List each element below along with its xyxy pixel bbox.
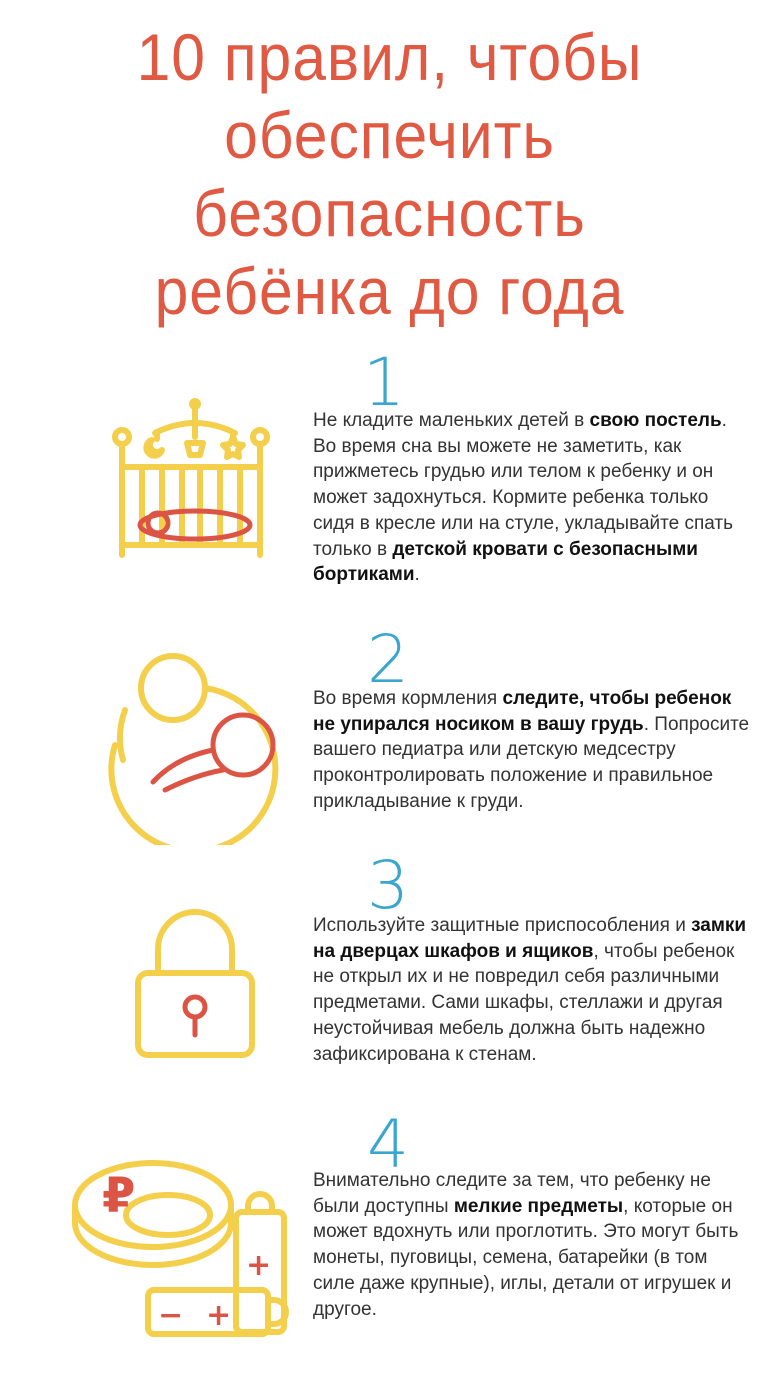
rule-text-bold: мелкие предметы (453, 1195, 624, 1217)
title-line: безопасность (193, 176, 586, 250)
rule-text-bold: детской кровати с безопасными бортиками (313, 538, 698, 586)
page-title (31, 18, 748, 330)
battery-plus: + (246, 1248, 272, 1283)
battery-plus: + (206, 1298, 232, 1333)
rule-number: 2 (367, 621, 409, 698)
coin-battery-icon (68, 1150, 298, 1350)
rule-text-span: . (414, 564, 420, 586)
padlock-icon (130, 905, 260, 1065)
rule-text-span: , чтобы ребенок не открыл их и не повредил себя различными предметами. Сами шкафы, стеллажи и другая неустойчивая мебель должна быть надежно зафиксирована к стенам. (313, 940, 735, 1065)
rule-text-bold: свою постель (589, 410, 722, 431)
rule-text (313, 913, 753, 1067)
title-line: 10 правил, чтобы (136, 20, 643, 94)
rule-number: 3 (367, 847, 409, 924)
rule-text-span: Во время кормления (313, 688, 503, 709)
rule-number: 4 (367, 1106, 409, 1183)
rule-number: 1 (363, 344, 405, 421)
crib-icon (100, 395, 290, 565)
rule-text-span: , которые он может вдохнуть или проглотить. Это могут быть монеты, пуговицы, семена, батарейки (в том силе даже крупные), иглы, детали от игрушек и другое. (313, 1195, 739, 1320)
coin-symbol: ₽ (102, 1168, 136, 1224)
rule-text-span: . Попросите вашего педиатра или детскую медсестру проконтролировать положение и правильное прикладывание к груди. (313, 713, 750, 812)
battery-minus: − (158, 1298, 184, 1333)
rule-text-span: . Во время сна вы можете не заметить, как прижметесь грудью или телом к ребенку и он может задохнуться. Кормите ребенка только сидя в кресле или на стуле, укладывайте спать только в (313, 410, 734, 560)
rule-text-span: Внимательно следите за тем, что ребенку не были доступны (313, 1170, 711, 1217)
breastfeeding-icon (105, 650, 295, 845)
title-line: ребёнка до года (154, 254, 625, 328)
rule-text-bold: следите, чтобы ребенок не упирался носиком в вашу грудь (313, 688, 732, 735)
rule-text (313, 686, 753, 815)
rule-text-bold: замки на дверцах шкафов и ящиков (313, 915, 747, 962)
rule-text (313, 1168, 753, 1322)
title-line: обеспечить (224, 98, 555, 172)
rule-text (313, 408, 753, 588)
rule-text-span: Используйте защитные приспособления и (313, 915, 692, 936)
rule-text-span: Не кладите маленьких детей в (313, 410, 590, 431)
